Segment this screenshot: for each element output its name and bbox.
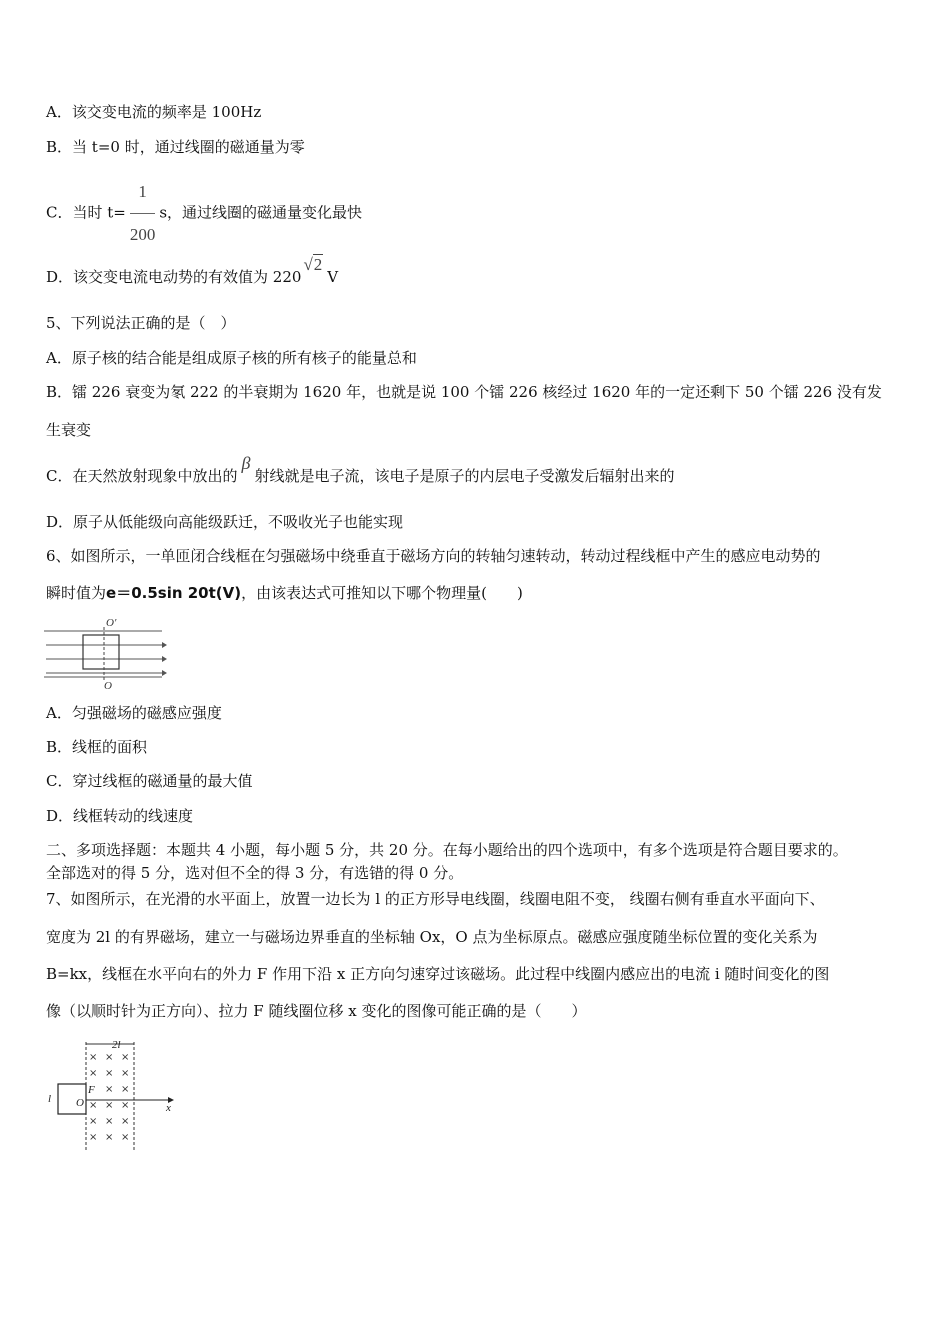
q5-option-b-line1: B．镭 226 衰变为氡 222 的半衰期为 1620 年，也就是说 100 个镭 226 核经过 1620 年的一定还剩下 50 个镭 226 没有发	[46, 383, 882, 401]
q5-option-c-suffix: 射线就是电子流，该电子是原子的内层电子受激发后辐射出来的	[254, 467, 675, 485]
q5-option-d: D．原子从低能级向高能级跃迁，不吸收光子也能实现	[46, 513, 404, 531]
q5-option-c-prefix: C．在天然放射现象中放出的	[46, 467, 238, 485]
q4-option-a: A．该交变电流的频率是 100Hz	[46, 103, 262, 121]
q5-option-b-line2: 生衰变	[46, 421, 92, 439]
axis-label-top: O′	[106, 617, 117, 629]
q4-option-b: B．当 t=0 时，通过线圈的磁通量为零	[46, 138, 305, 156]
beta-symbol: β	[241, 453, 251, 473]
field-crosses	[89, 1052, 129, 1143]
fraction-numerator: 1	[130, 172, 156, 214]
q4-option-d-prefix: D．该交变电流电动势的有效值为 220	[46, 268, 302, 286]
q7-stem-line4: 像（以顺时针为正方向）、拉力 F 随线圈位移 x 变化的图像可能正确的是（ ）	[46, 1002, 587, 1020]
cross-icon: ×	[121, 1068, 130, 1079]
cross-icon: ×	[89, 1100, 98, 1111]
q6-stem-suffix: ，由该表达式可推知以下哪个物理量( )	[241, 584, 523, 602]
cross-icon: ×	[105, 1052, 114, 1063]
cross-icon: ×	[105, 1100, 114, 1111]
q7-stem-line3: B=kx，线框在水平向右的外力 F 作用下沿 x 正方向匀速穿过该磁场。此过程中线圈内感应出的电流 i 随时间变化的图	[46, 965, 830, 983]
q6-option-a: A．匀强磁场的磁感应强度	[46, 704, 222, 722]
fraction	[130, 172, 156, 255]
cross-icon: ×	[121, 1100, 130, 1111]
fraction-denominator: 200	[129, 225, 156, 244]
cross-icon: ×	[89, 1132, 98, 1143]
section2-scoring: 全部选对的得 5 分，选对但不全的得 3 分，有选错的得 0 分。	[46, 864, 464, 882]
cross-icon: ×	[121, 1132, 130, 1143]
q5-stem: 5、下列说法正确的是（ ）	[46, 314, 236, 332]
emf-formula: e＝0.5sin 20t(V)	[106, 584, 242, 602]
field-arrow-icon	[162, 656, 167, 662]
coil-frame	[83, 635, 119, 669]
field-arrow-icon	[162, 670, 167, 676]
cross-icon: ×	[89, 1068, 98, 1079]
cross-icon: ×	[105, 1116, 114, 1127]
axis-label-bottom: O	[104, 680, 112, 691]
field-arrow-icon	[162, 642, 167, 648]
cross-icon: ×	[121, 1084, 130, 1095]
q6-stem-prefix: 瞬时值为	[46, 584, 107, 602]
q4-option-d-suffix: V	[327, 268, 339, 286]
side-length-label: l	[48, 1093, 52, 1105]
q4-option-c-prefix: C．当时 t=	[46, 203, 126, 222]
q5-option-a: A．原子核的结合能是组成原子核的所有核子的能量总和	[46, 349, 417, 367]
q4-option-c-suffix: s，通过线圈的磁通量变化最快	[159, 203, 363, 222]
force-label: F	[88, 1084, 95, 1096]
cross-icon: ×	[89, 1116, 98, 1127]
rotating-coil-figure	[44, 615, 168, 691]
q6-stem-line2	[46, 583, 523, 603]
q6-option-d: D．线框转动的线速度	[46, 807, 194, 825]
q4-option-c	[46, 172, 362, 255]
q6-option-b: B．线框的面积	[46, 738, 148, 756]
cross-icon: ×	[121, 1116, 130, 1127]
q7-stem-line1: 7、如图所示，在光滑的水平面上，放置一边长为 l 的正方形导电线圈，线圈电阻不变， 线圈右侧有垂直水平面向下、	[46, 890, 825, 908]
q6-stem-line1: 6、如图所示，一单匝闭合线框在匀强磁场中绕垂直于磁场方向的转轴匀速转动，转动过程线框中产生的感应电动势的	[46, 547, 821, 565]
sqrt-sign: √	[303, 255, 313, 274]
q4-option-d	[46, 255, 339, 287]
cross-icon: ×	[105, 1084, 114, 1095]
x-axis-label: x	[166, 1102, 171, 1114]
cross-icon: ×	[121, 1052, 130, 1063]
magnetic-field-figure	[44, 1036, 180, 1156]
width-label: 2l	[112, 1039, 121, 1051]
sqrt-symbol	[303, 255, 323, 274]
q5-option-c	[46, 453, 675, 486]
origin-label: O	[76, 1097, 84, 1109]
sqrt-radicand: 2	[313, 255, 323, 274]
section2-heading: 二、多项选择题：本题共 4 小题，每小题 5 分，共 20 分。在每小题给出的四个选项中，有多个选项是符合题目要求的。	[46, 841, 848, 859]
cross-icon: ×	[105, 1132, 114, 1143]
cross-icon: ×	[105, 1068, 114, 1079]
cross-icon: ×	[89, 1052, 98, 1063]
q6-option-c: C．穿过线框的磁通量的最大值	[46, 772, 253, 790]
q7-stem-line2: 宽度为 2l 的有界磁场，建立一与磁场边界垂直的坐标轴 Ox，O 点为坐标原点。磁感应强度随坐标位置的变化关系为	[46, 928, 818, 946]
